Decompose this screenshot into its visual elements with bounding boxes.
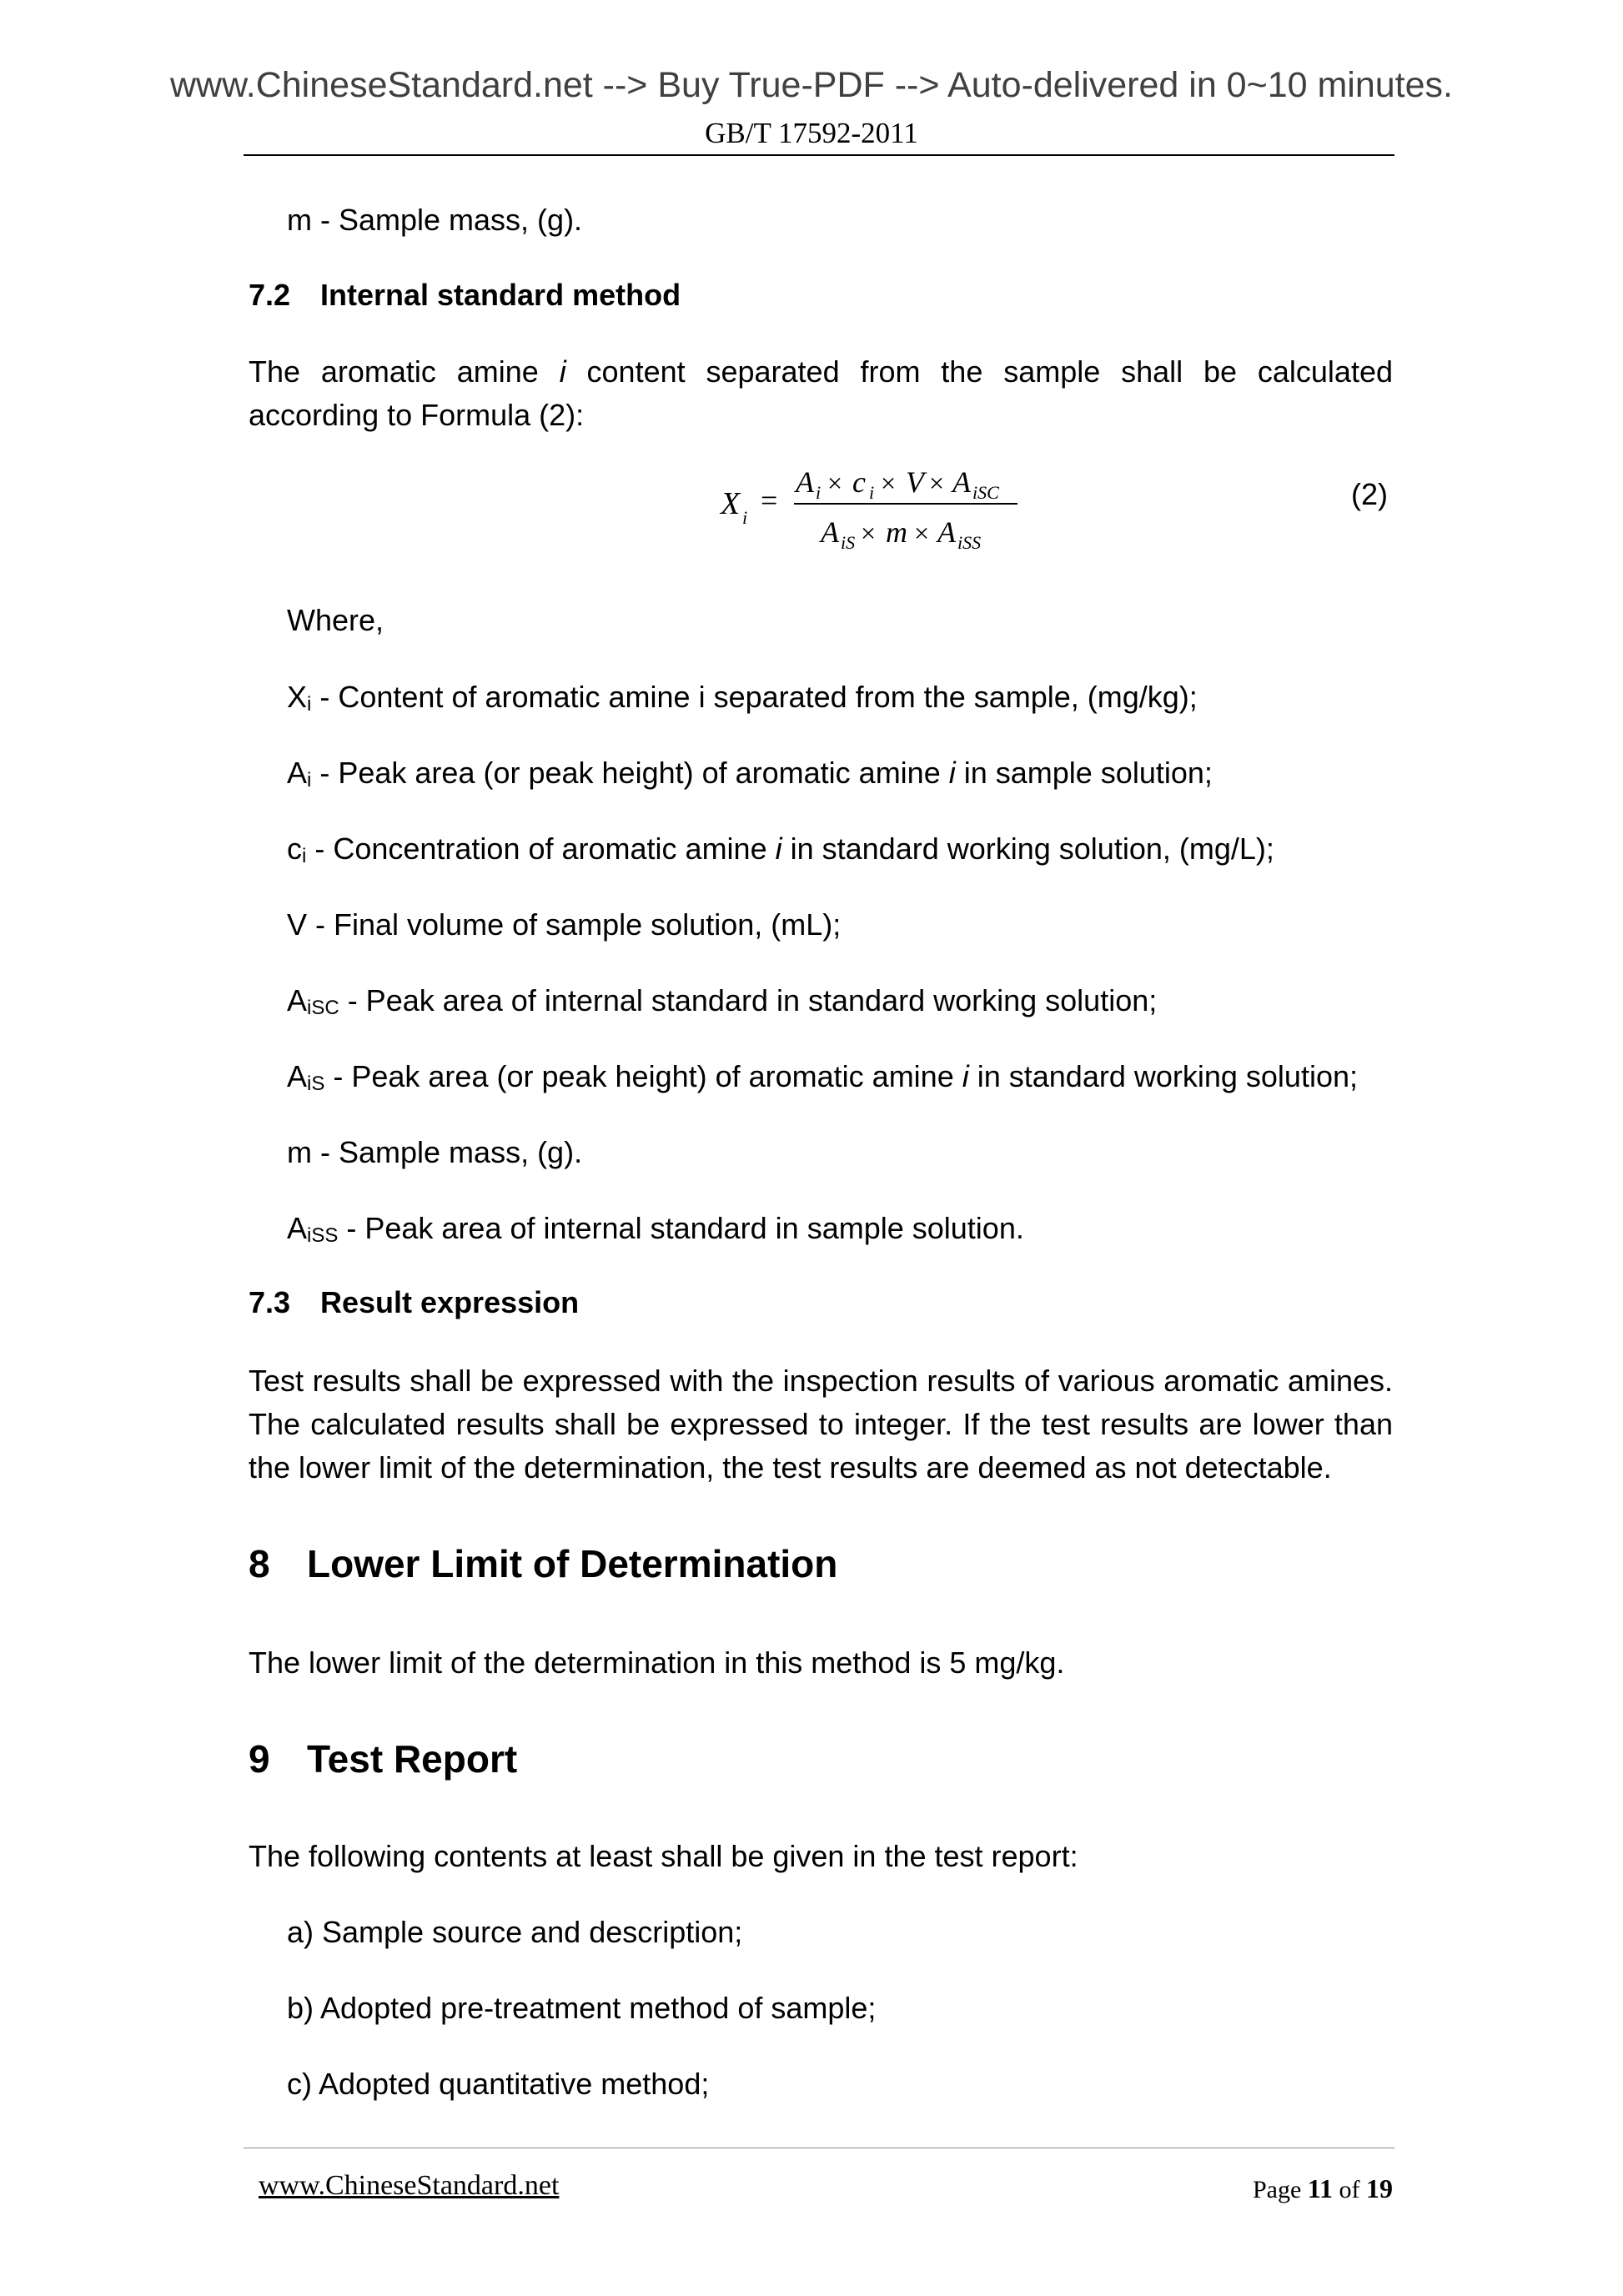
section-7-2-title: Internal standard method [320, 278, 681, 312]
section-9-title: Test Report [307, 1737, 518, 1781]
section-7-2-intro-line2: according to Formula (2): [249, 398, 585, 432]
svg-text:i: i [816, 482, 822, 503]
section-8-title: Lower Limit of Determination [307, 1542, 838, 1585]
where-label: Where, [287, 603, 384, 637]
svg-text:i: i [742, 507, 748, 528]
section-7-3-title: Result expression [320, 1285, 580, 1319]
section-9-number: 9 [249, 1737, 270, 1781]
section-9-heading [249, 1736, 517, 1781]
def-m: m - Sample mass, (g). [287, 1135, 583, 1169]
section-7-3-paragraph: Test results shall be expressed with the inspection results of various aromatic amines. The calculated results shall be expressed to integer. If the test results are lower than the lower limit of the determination, the test results are deemed as not detectable. [249, 1364, 1393, 1485]
header-banner: www.ChineseStandard.net --> Buy True-PDF --> Auto-delivered in 0~10 minutes. [169, 65, 1453, 105]
def-ai: Ai - Peak area (or peak height) of aromatic amine i in sample solution; [287, 756, 1213, 791]
formula-number: (2) [1351, 477, 1388, 511]
svg-text:×: × [929, 468, 945, 498]
svg-text:A: A [937, 515, 956, 549]
page-total: 19 [1366, 2173, 1393, 2203]
svg-text:iSS: iSS [957, 532, 982, 550]
svg-text:×: × [861, 518, 877, 548]
svg-text:iS: iS [841, 532, 856, 550]
section-7-3-number: 7.3 [249, 1285, 291, 1319]
def-xi: Xi - Content of aromatic amine i separated from the sample, (mg/kg); [287, 680, 1198, 716]
svg-text:c: c [852, 465, 866, 499]
svg-text:m: m [886, 515, 907, 549]
report-item-a: a) Sample source and description; [287, 1915, 743, 1949]
svg-text:×: × [881, 468, 897, 498]
svg-text:A: A [796, 465, 814, 499]
section-7-2-number: 7.2 [249, 278, 291, 312]
section-8-heading [249, 1541, 837, 1586]
formula-2 [717, 450, 1118, 550]
section-8-paragraph: The lower limit of the determination in this method is 5 mg/kg. [249, 1645, 1065, 1680]
def-aiss: AiSS - Peak area of internal standard in sample solution. [287, 1211, 1024, 1247]
header-rule [244, 154, 1394, 156]
report-item-b: b) Adopted pre-treatment method of sample; [287, 1991, 877, 2025]
svg-text:i: i [869, 482, 875, 503]
svg-text:×: × [827, 468, 843, 498]
def-aisc: AiSC - Peak area of internal standard in standard working solution; [287, 983, 1158, 1019]
svg-text:X: X [721, 486, 741, 521]
svg-text:×: × [914, 518, 930, 548]
def-ci: ci - Concentration of aromatic amine i in standard working solution, (mg/L); [287, 831, 1274, 867]
section-7-3-heading [249, 1285, 579, 1320]
svg-text:iSC: iSC [972, 482, 999, 503]
page-number: Page 11 of 19 [1252, 2173, 1393, 2203]
svg-text:A: A [821, 515, 839, 549]
section-9-paragraph: The following contents at least shall be given in the test report: [249, 1839, 1078, 1873]
footer-website-link[interactable]: www.ChineseStandard.net [259, 2170, 560, 2201]
top-definition: m - Sample mass, (g). [287, 203, 583, 237]
section-7-2-heading [249, 278, 681, 313]
report-item-c: c) Adopted quantitative method; [287, 2067, 710, 2101]
page-current: 11 [1307, 2173, 1333, 2203]
svg-text:V: V [906, 465, 924, 499]
standard-code: GB/T 17592-2011 [705, 117, 918, 149]
section-8-number: 8 [249, 1542, 270, 1585]
def-ais: AiS - Peak area (or peak height) of aromatic amine i in standard working solution; [287, 1059, 1358, 1095]
section-7-2-intro-line1: The aromatic amine i content separated from the sample shall be calculated [249, 354, 1393, 389]
svg-text:A: A [952, 465, 971, 499]
svg-text:=: = [761, 484, 778, 517]
def-v: V - Final volume of sample solution, (mL); [287, 907, 842, 942]
